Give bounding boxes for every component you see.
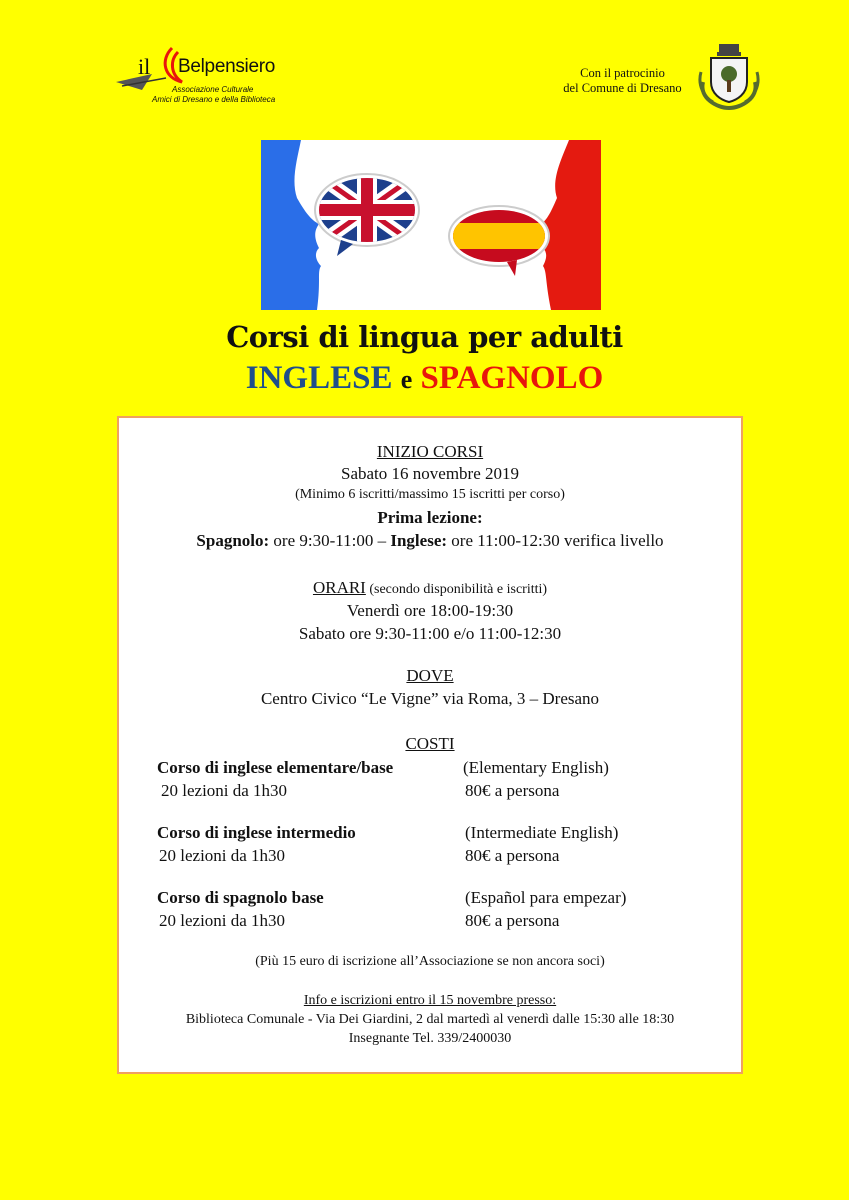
logo-il: il (138, 54, 151, 79)
title-and: e (400, 365, 413, 394)
page-title: Corsi di lingua per adulti (226, 320, 623, 354)
language-title (0, 360, 849, 397)
course-name: Corso di inglese intermedio (157, 823, 356, 842)
patronage (555, 66, 690, 96)
spanish-time: ore 9:30-11:00 – (269, 531, 391, 550)
info-box (117, 416, 743, 1074)
patron-line-2: del Comune di Dresano (563, 81, 682, 95)
spanish-label: Spagnolo: (196, 531, 270, 550)
course-name: Corso di inglese elementare/base (157, 758, 394, 777)
costs-heading: COSTI (405, 734, 455, 753)
course-lessons: 20 lezioni da 1h30 (161, 781, 288, 800)
course-alt-name: (Elementary English) (463, 758, 609, 777)
english-label: Inglese: (390, 531, 448, 550)
speech-flags-illustration (261, 140, 601, 310)
hours-line (119, 578, 741, 598)
start-heading: INIZIO CORSI (376, 442, 484, 461)
info-heading: Info e iscrizioni entro il 15 novembre presso: (303, 993, 557, 1008)
english-time: ore 11:00-12:30 verifica livello (447, 531, 664, 550)
first-lesson-heading: Prima lezione: (377, 508, 483, 527)
course-lessons: 20 lezioni da 1h30 (159, 911, 286, 930)
fee-note: (Più 15 euro di iscrizione all’Associazione se non ancora soci) (255, 954, 605, 969)
teacher-phone: Insegnante Tel. 339/2400030 (348, 1031, 512, 1046)
course-name: Corso di spagnolo base (157, 888, 324, 907)
logo-brand: Belpensiero (178, 56, 276, 77)
where-heading: DOVE (406, 666, 454, 685)
crest-icon (697, 42, 761, 110)
course-alt-name: (Español para empezar) (465, 888, 627, 907)
course-lessons: 20 lezioni da 1h30 (159, 846, 286, 865)
title-spanish: SPAGNOLO (420, 360, 604, 396)
hero-image (261, 140, 601, 310)
course-price: 80€ a persona (465, 846, 560, 865)
title-english: INGLESE (245, 360, 393, 396)
logo-subtitle: Associazione Culturale (172, 85, 254, 94)
where-address: Centro Civico “Le Vigne” via Roma, 3 – Dresano (260, 689, 600, 708)
belpensiero-logo (112, 38, 302, 118)
logo-subtitle-2: Amici di Dresano e della Biblioteca (152, 95, 276, 104)
patron-line-1: Con il patrocinio (580, 66, 665, 80)
hours-saturday: Sabato ore 9:30-11:00 e/o 11:00-12:30 (298, 624, 562, 643)
course-price: 80€ a persona (465, 911, 560, 930)
start-date: Sabato 16 novembre 2019 (341, 464, 519, 483)
min-max-note: (Minimo 6 iscritti/massimo 15 iscritti per corso) (295, 487, 565, 502)
hours-heading: ORARI (312, 578, 366, 597)
hours-friday: Venerdì ore 18:00-19:30 (346, 601, 514, 620)
course-price: 80€ a persona (465, 781, 560, 800)
hours-note: (secondo disponibilità e iscritti) (365, 582, 548, 597)
first-lesson-times (119, 531, 741, 551)
library-info: Biblioteca Comunale - Via Dei Giardini, 2 dal martedì al venerdì dalle 15:30 alle 18:30 (185, 1012, 675, 1027)
course-alt-name: (Intermediate English) (465, 823, 619, 842)
